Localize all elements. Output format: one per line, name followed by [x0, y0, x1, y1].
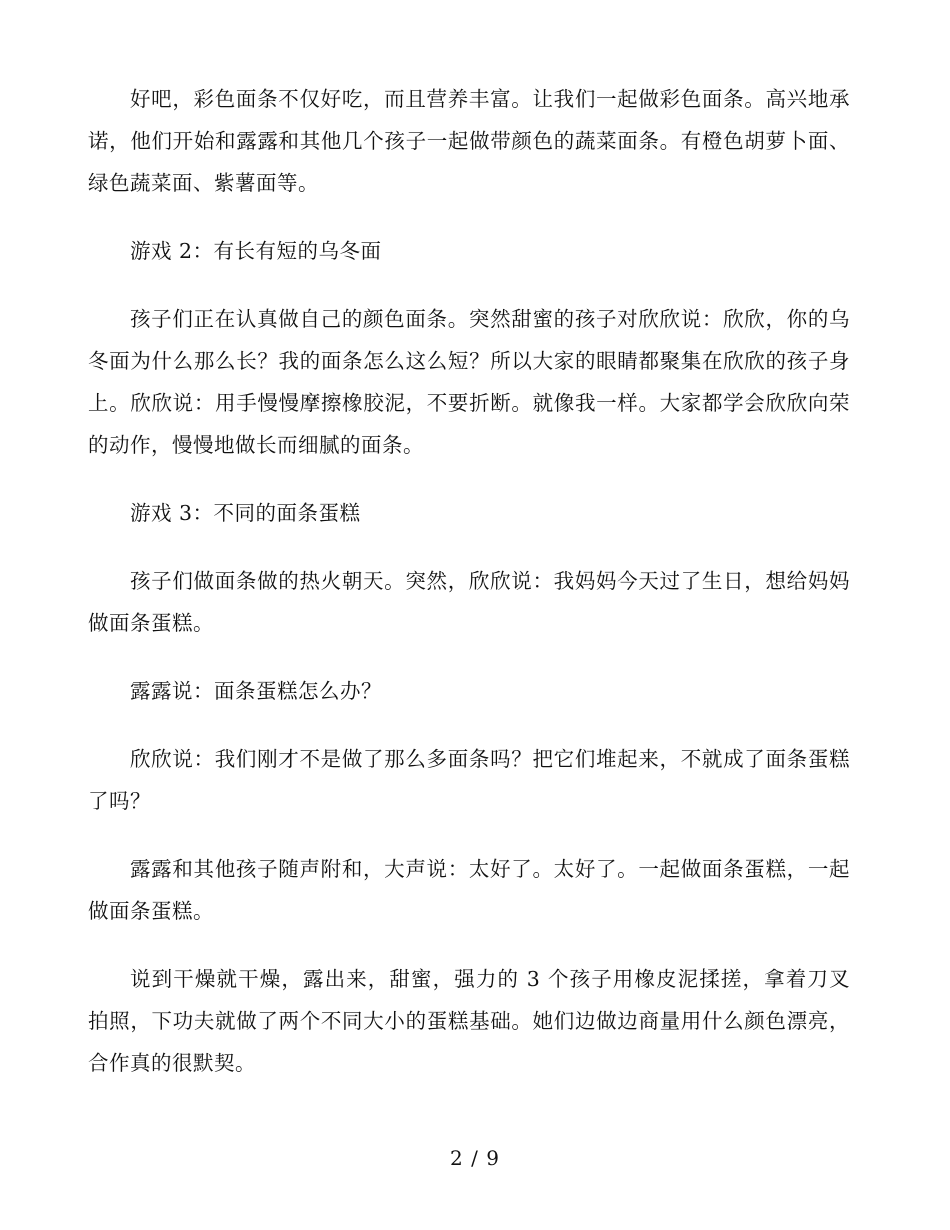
section-heading-game-3: 游戏 3：不同的面条蛋糕 — [130, 501, 361, 525]
paragraph-making-cake: 说到干燥就干燥，露出来，甜蜜，强力的 3 个孩子用橡皮泥揉搓，拿着刀叉拍照，下功夫就做了两个不同大小的蛋糕基础。她们边做边商量用什么颜色漂亮，合作真的很默契。 — [88, 967, 850, 1075]
paragraph-children-agree: 露露和其他孩子随声附和，大声说：太好了。太好了。一起做面条蛋糕，一起做面条蛋糕。 — [88, 857, 850, 923]
paragraph-xinxin-answer: 欣欣说：我们刚才不是做了那么多面条吗？把它们堆起来，不就成了面条蛋糕了吗？ — [88, 747, 850, 813]
page-number: 2 / 9 — [450, 1146, 500, 1170]
paragraph-lulu-question: 露露说：面条蛋糕怎么办？ — [130, 679, 382, 703]
paragraph-birthday-cake: 孩子们做面条做的热火朝天。突然，欣欣说：我妈妈今天过了生日，想给妈妈做面条蛋糕。 — [88, 569, 850, 635]
paragraph-colored-noodles: 好吧，彩色面条不仅好吃，而且营养丰富。让我们一起做彩色面条。高兴地承诺，他们开始和露露和其他几个孩子一起做带颜色的蔬菜面条。有橙色胡萝卜面、绿色蔬菜面、紫薯面等。 — [88, 87, 850, 195]
document-body — [88, 78, 850, 1110]
section-heading-game-2: 游戏 2：有长有短的乌冬面 — [130, 239, 382, 263]
paragraph-udon-noodles: 孩子们正在认真做自己的颜色面条。突然甜蜜的孩子对欣欣说：欣欣，你的乌冬面为什么那么长？我的面条怎么这么短？所以大家的眼睛都聚集在欣欣的孩子身上。欣欣说：用手慢慢摩擦橡胶泥，不要折断。就像我一样。大家都学会欣欣向荣的动作，慢慢地做长而细腻的面条。 — [88, 307, 850, 457]
